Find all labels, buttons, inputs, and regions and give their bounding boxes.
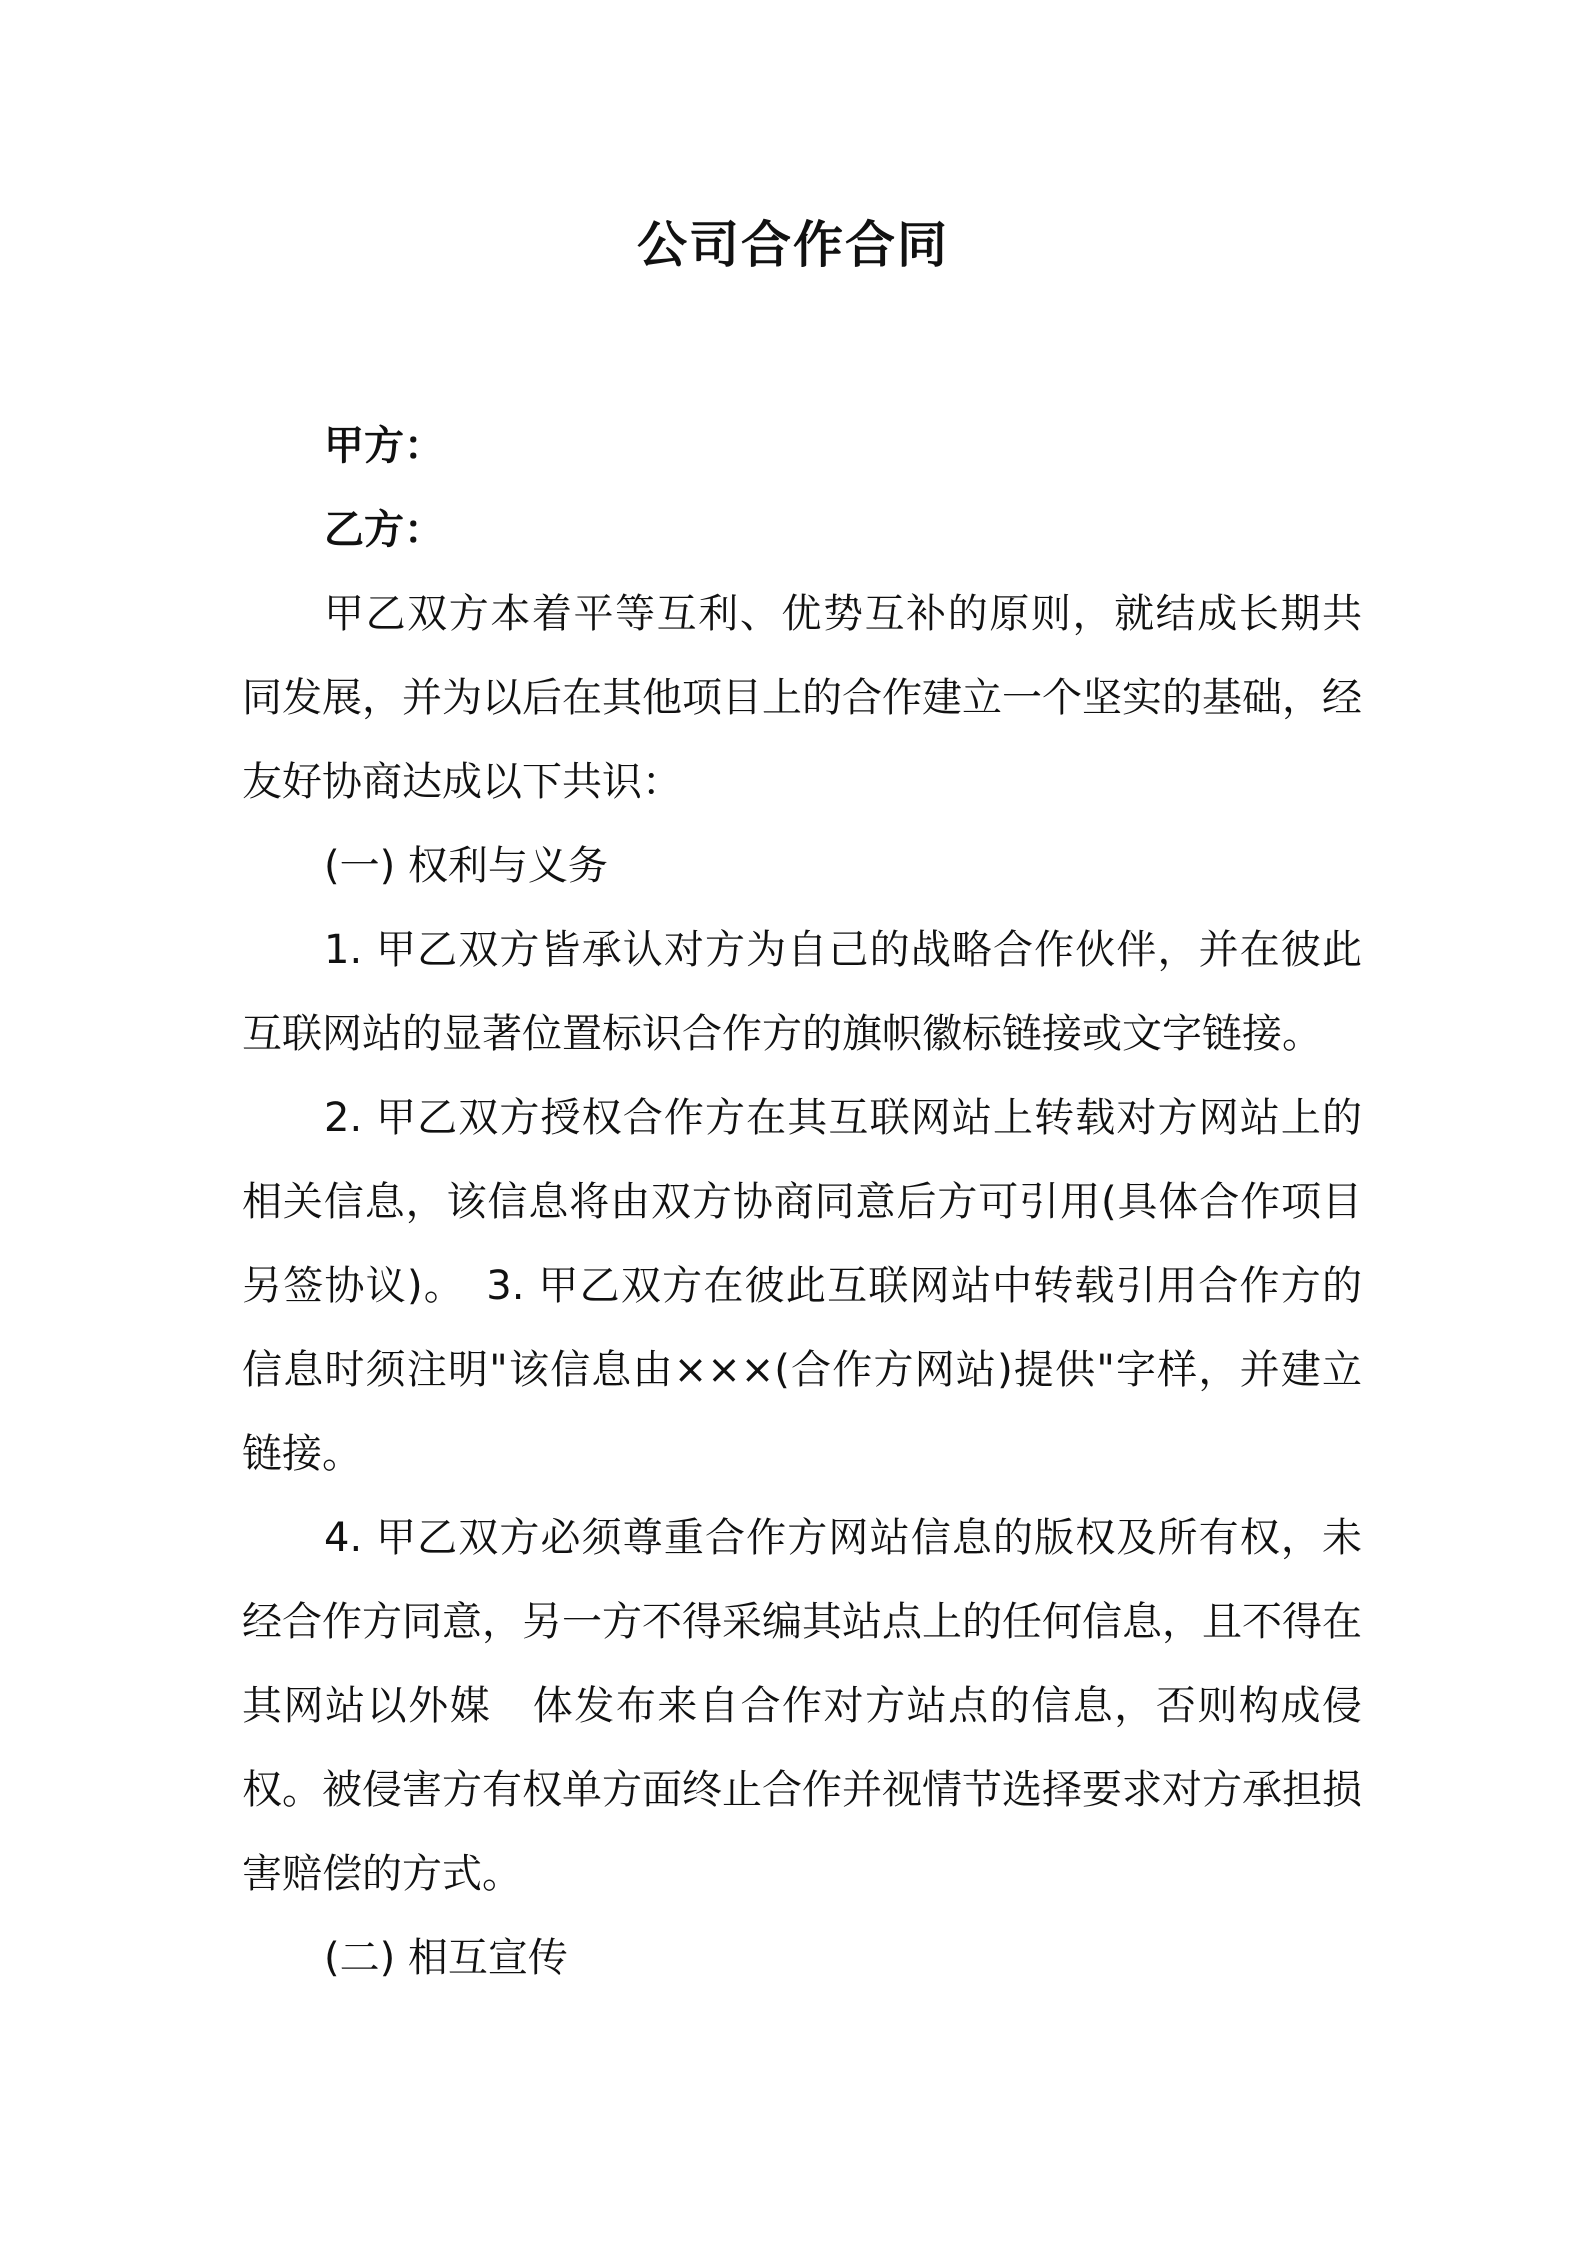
clause-2-3: 2. 甲乙双方授权合作方在其互联网站上转载对方网站上的相关信息，该信息将由双方协商同意后方可引用(具体合作项目另签协议)。 3. 甲乙双方在彼此互联网站中转载引用合作方的信息时须注明"该信息由×××(合作方网站)提供"字样，并建立链接。	[242, 1095, 1362, 1477]
intro-paragraph: 甲乙双方本着平等互利、优势互补的原则，就结成长期共同发展，并为以后在其他项目上的合作建立一个坚实的基础，经友好协商达成以下共识：	[242, 591, 1362, 805]
clause-4: 4. 甲乙双方必须尊重合作方网站信息的版权及所有权，未经合作方同意，另一方不得采编其站点上的任何信息，且不得在其网站以外媒 体发布来自合作对方站点的信息，否则构成侵权。被侵害方有权单方面终止合作并视情节选择要求对方承担损害赔偿的方式。	[242, 1515, 1362, 1897]
document-body	[242, 404, 1362, 2000]
clause-1: 1. 甲乙双方皆承认对方为自己的战略合作伙伴，并在彼此互联网站的显著位置标识合作方的旗帜徽标链接或文字链接。	[242, 927, 1362, 1057]
section-1-heading: (一) 权利与义务	[324, 843, 608, 889]
document-title: 公司合作合同	[637, 216, 949, 274]
party-b-line: 乙方：	[324, 507, 444, 553]
party-a-line: 甲方：	[324, 423, 444, 469]
section-2-heading: (二) 相互宣传	[324, 1935, 568, 1981]
